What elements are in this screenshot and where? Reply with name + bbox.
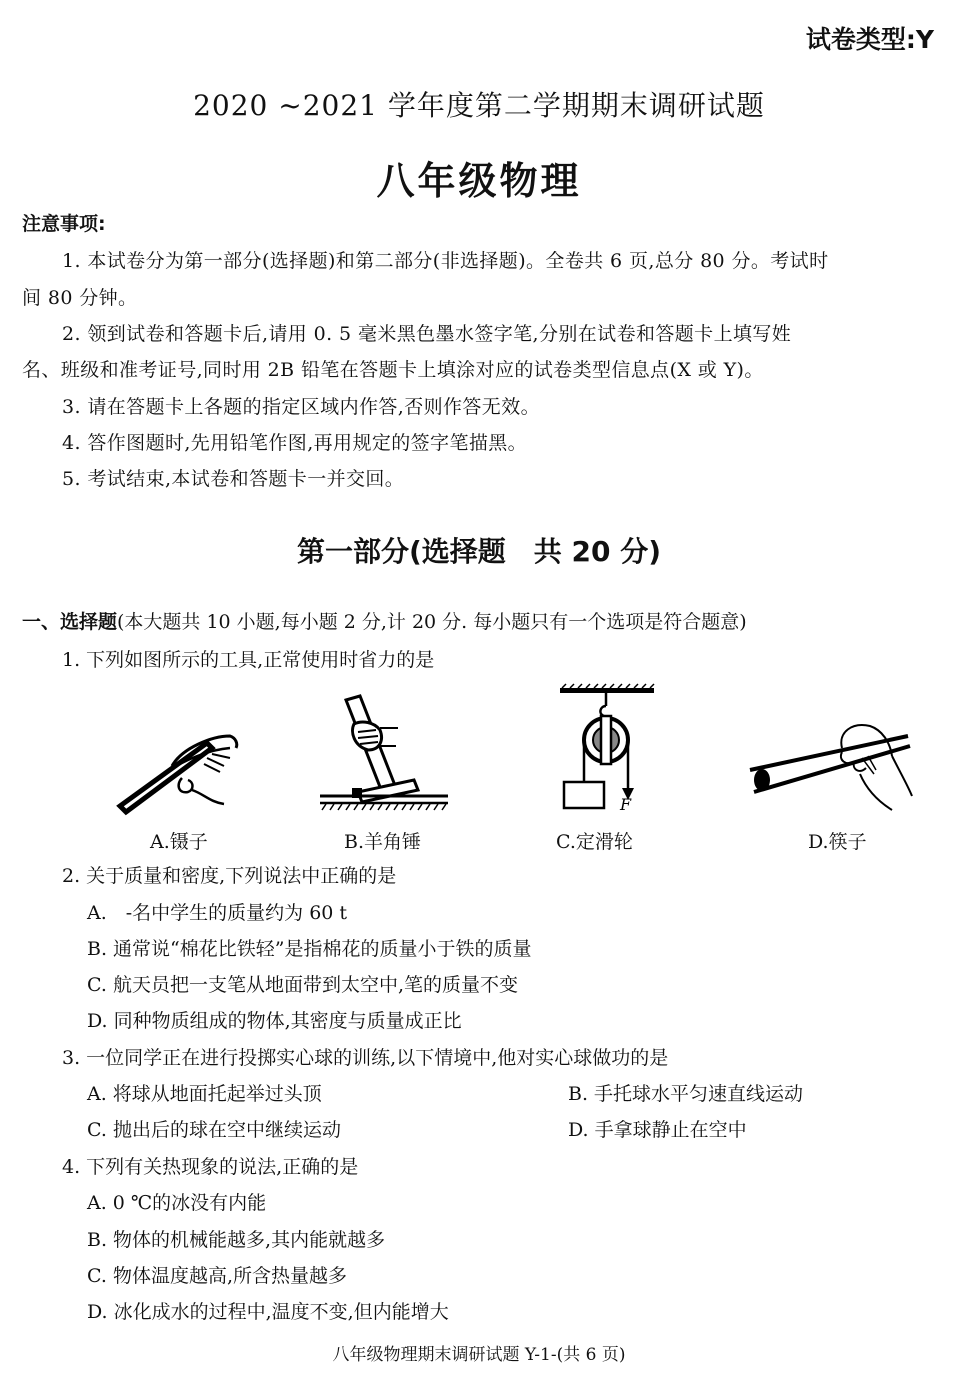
tweezers-icon	[112, 728, 262, 818]
exam-title: 2020 ~2021 学年度第二学期期末调研试题	[193, 89, 765, 122]
option-a-tweezers-label: A.镊子	[150, 831, 208, 853]
question-3-option-d: D. 手拿球静止在空中	[568, 1119, 747, 1141]
notice-item-5: 5. 考试结束,本试卷和答题卡一并交回。	[62, 468, 405, 490]
section-heading	[22, 607, 747, 634]
option-d-chopsticks-label: D.筷子	[808, 831, 867, 853]
question-2-option-a: A. -名中学生的质量约为 60 t	[87, 902, 348, 924]
question-3-option-b: B. 手托球水平匀速直线运动	[568, 1083, 804, 1105]
notice-item-3: 3. 请在答题卡上各题的指定区域内作答,否则作答无效。	[62, 396, 541, 418]
option-b-hammer-label: B.羊角锤	[344, 831, 422, 853]
question-2-stem: 2. 关于质量和密度,下列说法中正确的是	[62, 865, 397, 887]
option-c-pulley-label: C.定滑轮	[556, 831, 633, 853]
question-4-option-d: D. 冰化成水的过程中,温度不变,但内能增大	[87, 1301, 449, 1323]
question-1-stem: 1. 下列如图所示的工具,正常使用时省力的是	[62, 649, 435, 671]
question-4-option-a: A. 0 ℃的冰没有内能	[87, 1192, 267, 1214]
notice-heading: 注意事项:	[22, 213, 106, 235]
section-heading-note: (本大题共 10 小题,每小题 2 分,计 20 分. 每小题只有一个选项是符合题意)	[117, 611, 747, 633]
question-4-option-c: C. 物体温度越高,所含热量越多	[87, 1265, 347, 1287]
question-2-option-c: C. 航天员把一支笔从地面带到太空中,笔的质量不变	[87, 974, 518, 996]
page-footer: 八年级物理期末调研试题 Y-1-(共 6 页)	[332, 1345, 626, 1365]
question-3-option-a: A. 将球从地面托起举过头顶	[87, 1083, 322, 1105]
question-2-option-d: D. 同种物质组成的物体,其密度与质量成正比	[87, 1010, 462, 1032]
subject-title: 八年级物理	[376, 159, 582, 203]
section-heading-label: 一、选择题	[22, 611, 118, 633]
question-2-option-b: B. 通常说“棉花比铁轻”是指棉花的质量小于铁的质量	[87, 938, 532, 960]
notice-item-2-cont: 名、班级和准考证号,同时用 2B 铅笔在答题卡上填涂对应的试卷类型信息点(X 或 Y)。	[22, 359, 764, 381]
part1-title: 第一部分(选择题 共 20 分)	[296, 535, 662, 568]
question-3-stem: 3. 一位同学正在进行投掷实心球的训练,以下情境中,他对实心球做功的是	[62, 1047, 669, 1069]
fixed-pulley-icon	[556, 684, 666, 814]
claw-hammer-icon	[318, 688, 448, 813]
force-label: F	[620, 795, 632, 814]
notice-item-1: 1. 本试卷分为第一部分(选择题)和第二部分(非选择题)。全卷共 6 页,总分 80 分。考试时	[62, 250, 829, 272]
notice-item-2: 2. 领到试卷和答题卡后,请用 0. 5 毫米黑色墨水签字笔,分别在试卷和答题卡上填写姓	[62, 323, 792, 345]
question-4-option-b: B. 物体的机械能越多,其内能就越多	[87, 1229, 386, 1251]
chopsticks-icon	[742, 712, 922, 812]
notice-item-1-cont: 间 80 分钟。	[22, 287, 138, 309]
question-3-option-c: C. 抛出后的球在空中继续运动	[87, 1119, 341, 1141]
question-4-stem: 4. 下列有关热现象的说法,正确的是	[62, 1156, 359, 1178]
notice-item-4: 4. 答作图题时,先用铅笔作图,再用规定的签字笔描黑。	[62, 432, 528, 454]
paper-type-label: 试卷类型:Y	[805, 25, 934, 54]
